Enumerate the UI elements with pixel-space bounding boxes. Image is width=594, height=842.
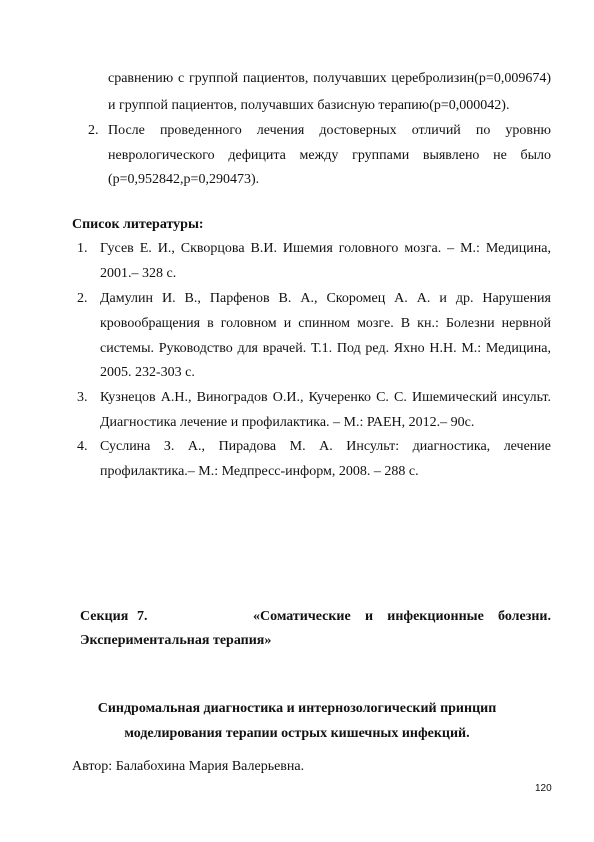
article-title-line-1: Синдромальная диагностика и интернозологический принцип <box>97 701 497 716</box>
reference-3-line-2: Диагностика лечение и профилактика. – М.: РАЕН, 2012.– 90с. <box>100 415 475 430</box>
conclusion-2-line-1: После проведенного лечения достоверных отличий по уровню <box>108 123 551 138</box>
reference-2-line-4: 2005. 232-303 с. <box>100 365 195 380</box>
conclusion-2-number: 2. <box>88 123 99 138</box>
reference-2-line-3: системы. Руководство для врачей. Т.1. Под ред. Яхно Н.Н. М.: Медицина, <box>100 341 551 356</box>
section-title-line-2: Экспериментальная терапия» <box>80 633 272 648</box>
reference-1-line-2: 2001.– 328 с. <box>100 266 177 281</box>
reference-2-number: 2. <box>77 291 88 306</box>
reference-4-number: 4. <box>77 439 88 454</box>
conclusion-2-line-3: (р=0,952842,р=0,290473). <box>108 172 260 187</box>
conclusion-2-line-2: неврологического дефицита между группами выявлено не было <box>108 148 551 163</box>
reference-3-number: 3. <box>77 390 88 405</box>
section-number: 7. <box>137 609 148 624</box>
reference-4-line-1: Суслина З. А., Пирадова М. А. Инсульт: диагностика, лечение <box>100 439 551 454</box>
reference-1-line-1: Гусев Е. И., Скворцова В.И. Ишемия головного мозга. – М.: Медицина, <box>100 241 551 256</box>
references-heading: Список литературы: <box>72 217 204 232</box>
article-title-line-2: моделирования терапии острых кишечных инфекций. <box>124 726 470 741</box>
conclusion-1-line-1: сравнению с группой пациентов, получавших церебролизин(р=0,009674) <box>108 71 551 86</box>
reference-4-line-2: профилактика.– М.: Медпресс-информ, 2008. – 288 с. <box>100 464 419 479</box>
page-number: 120 <box>535 783 552 794</box>
reference-3-line-1: Кузнецов А.Н., Виноградов О.И., Кучеренко С. С. Ишемический инсульт. <box>100 390 551 405</box>
section-title-line-1: «Соматические и инфекционные болезни. <box>253 609 551 624</box>
conclusion-1-line-2: и группой пациентов, получавших базисную терапию(р=0,000042). <box>108 98 510 113</box>
reference-1-number: 1. <box>77 241 88 256</box>
section-label: Секция <box>80 609 129 624</box>
reference-2-line-1: Дамулин И. В., Парфенов В. А., Скоромец А. А. и др. Нарушения <box>100 291 551 306</box>
reference-2-line-2: кровообращения в головном и спинном мозге. В кн.: Болезни нервной <box>100 316 551 331</box>
article-author: Автор: Балабохина Мария Валерьевна. <box>72 759 305 774</box>
